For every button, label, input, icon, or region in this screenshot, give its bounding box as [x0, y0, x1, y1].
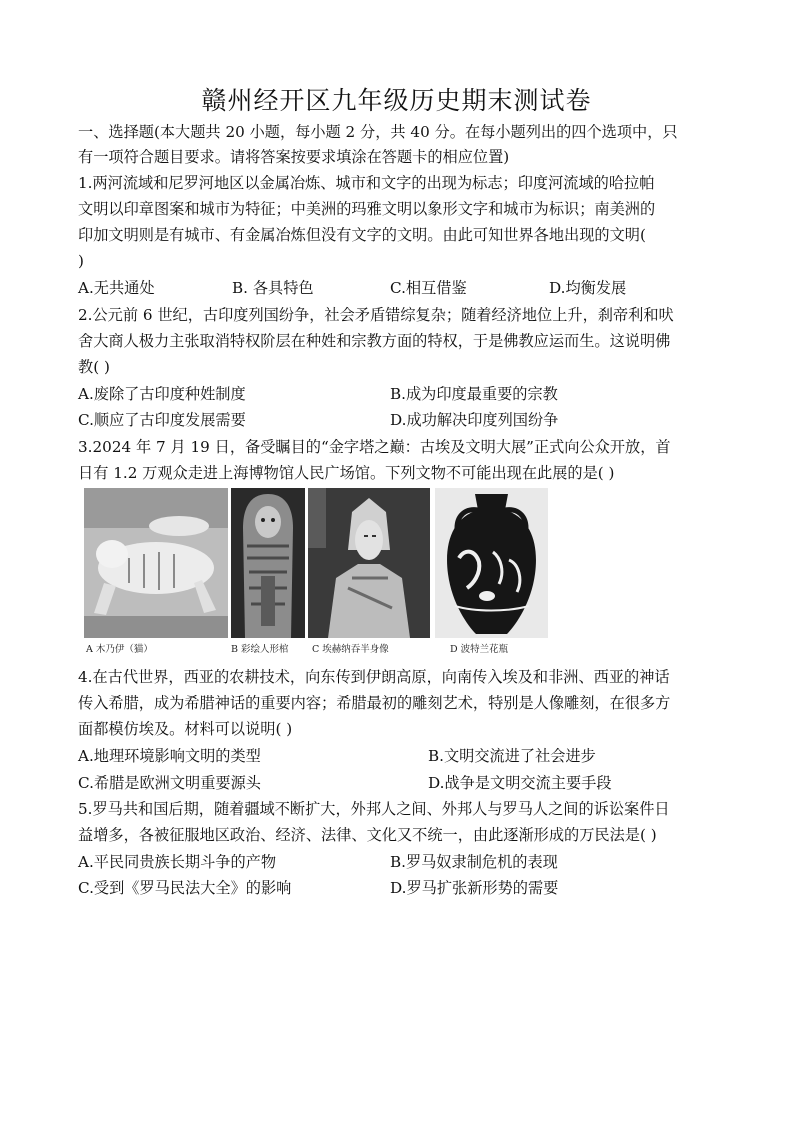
- question-1-line-3: 印加文明则是有城市、有金属冶炼但没有文字的文明。由此可知世界各地出现的文明(: [78, 226, 646, 244]
- caption-b: B 彩绘人形棺: [231, 644, 289, 655]
- question-4-option-d: D.战争是文明交流主要手段: [428, 774, 612, 792]
- question-1-option-c: C.相互借鉴: [390, 279, 467, 297]
- question-5-option-d: D.罗马扩张新形势的需要: [390, 879, 559, 897]
- question-2-option-d: D.成功解决印度列国纷争: [390, 411, 559, 429]
- coffin-photo: [231, 488, 305, 638]
- question-2-line-1: 2.公元前 6 世纪，古印度列国纷争，社会矛盾错综复杂；随着经济地位上升，刹帝利和吠: [78, 306, 674, 324]
- question-2-option-b: B.成为印度最重要的宗教: [390, 385, 558, 403]
- question-1-option-a: A.无共通处: [78, 279, 155, 297]
- section-heading-line-2: 有一项符合题目要求。请将答案按要求填涂在答题卡的相应位置): [78, 148, 510, 166]
- question-4-line-2: 传入希腊，成为希腊神话的重要内容；希腊最初的雕刻艺术，特别是人像雕刻，在很多方: [78, 694, 671, 712]
- artifact-photos: [84, 488, 548, 660]
- question-5-option-b: B.罗马奴隶制危机的表现: [390, 853, 558, 871]
- caption-d: D 波特兰花瓶: [450, 644, 509, 655]
- question-5-line-2: 益增多，各被征服地区政治、经济、法律、文化又不统一，由此逐渐形成的万民法是( ): [78, 826, 657, 844]
- question-5-option-a: A.平民同贵族长期斗争的产物: [78, 853, 277, 871]
- portland-vase-photo: [435, 488, 548, 638]
- question-2-line-3: 教( ): [78, 358, 110, 376]
- question-5-line-1: 5.罗马共和国后期，随着疆域不断扩大，外邦人之间、外邦人与罗马人之间的诉讼案件日: [78, 800, 670, 818]
- question-1-option-d: D.均衡发展: [549, 279, 627, 297]
- caption-c: C 埃赫纳吞半身像: [312, 644, 389, 655]
- cat-mummy-photo: [84, 488, 228, 638]
- question-2-option-a: A.废除了古印度种姓制度: [78, 385, 246, 403]
- question-1-option-b: B. 各具特色: [232, 279, 314, 297]
- question-1-line-2: 文明以印章图案和城市为特征；中美洲的玛雅文明以象形文字和城市为标识；南美洲的: [78, 200, 656, 218]
- question-4-option-b: B.文明交流进了社会进步: [428, 747, 596, 765]
- section-heading-line-1: 一、选择题(本大题共 20 小题，每小题 2 分，共 40 分。在每小题列出的四个选项中，只: [78, 123, 678, 141]
- akhenaten-bust-photo: [308, 488, 430, 638]
- question-1-line-1: 1.两河流域和尼罗河地区以金属冶炼、城市和文字的出现为标志；印度河流域的哈拉帕: [78, 174, 655, 192]
- question-1-line-4: ): [78, 252, 84, 270]
- question-4-option-a: A.地理环境影响文明的类型: [78, 747, 261, 765]
- question-2-line-2: 舍大商人极力主张取消特权阶层在种姓和宗教方面的特权，于是佛教应运而生。这说明佛: [78, 332, 671, 350]
- page-title: 赣州经开区九年级历史期末测试卷: [201, 86, 592, 115]
- question-5-option-c: C.受到《罗马民法大全》的影响: [78, 879, 292, 897]
- question-3-line-1: 3.2024 年 7 月 19 日，备受瞩目的“金字塔之巅：古埃及文明大展”正式向公众开放，首: [78, 438, 671, 456]
- question-2-option-c: C.顺应了古印度发展需要: [78, 411, 246, 429]
- question-4-line-1: 4.在古代世界，西亚的农耕技术，向东传到伊朗高原，向南传入埃及和非洲、西亚的神话: [78, 668, 670, 686]
- question-4-line-3: 面都模仿埃及。材料可以说明( ): [78, 720, 293, 738]
- caption-a: A 木乃伊（猫）: [86, 644, 153, 655]
- question-4-option-c: C.希腊是欧洲文明重要源头: [78, 774, 261, 792]
- question-3-line-2: 日有 1.2 万观众走进上海博物馆人民广场馆。下列文物不可能出现在此展的是( ): [78, 464, 615, 482]
